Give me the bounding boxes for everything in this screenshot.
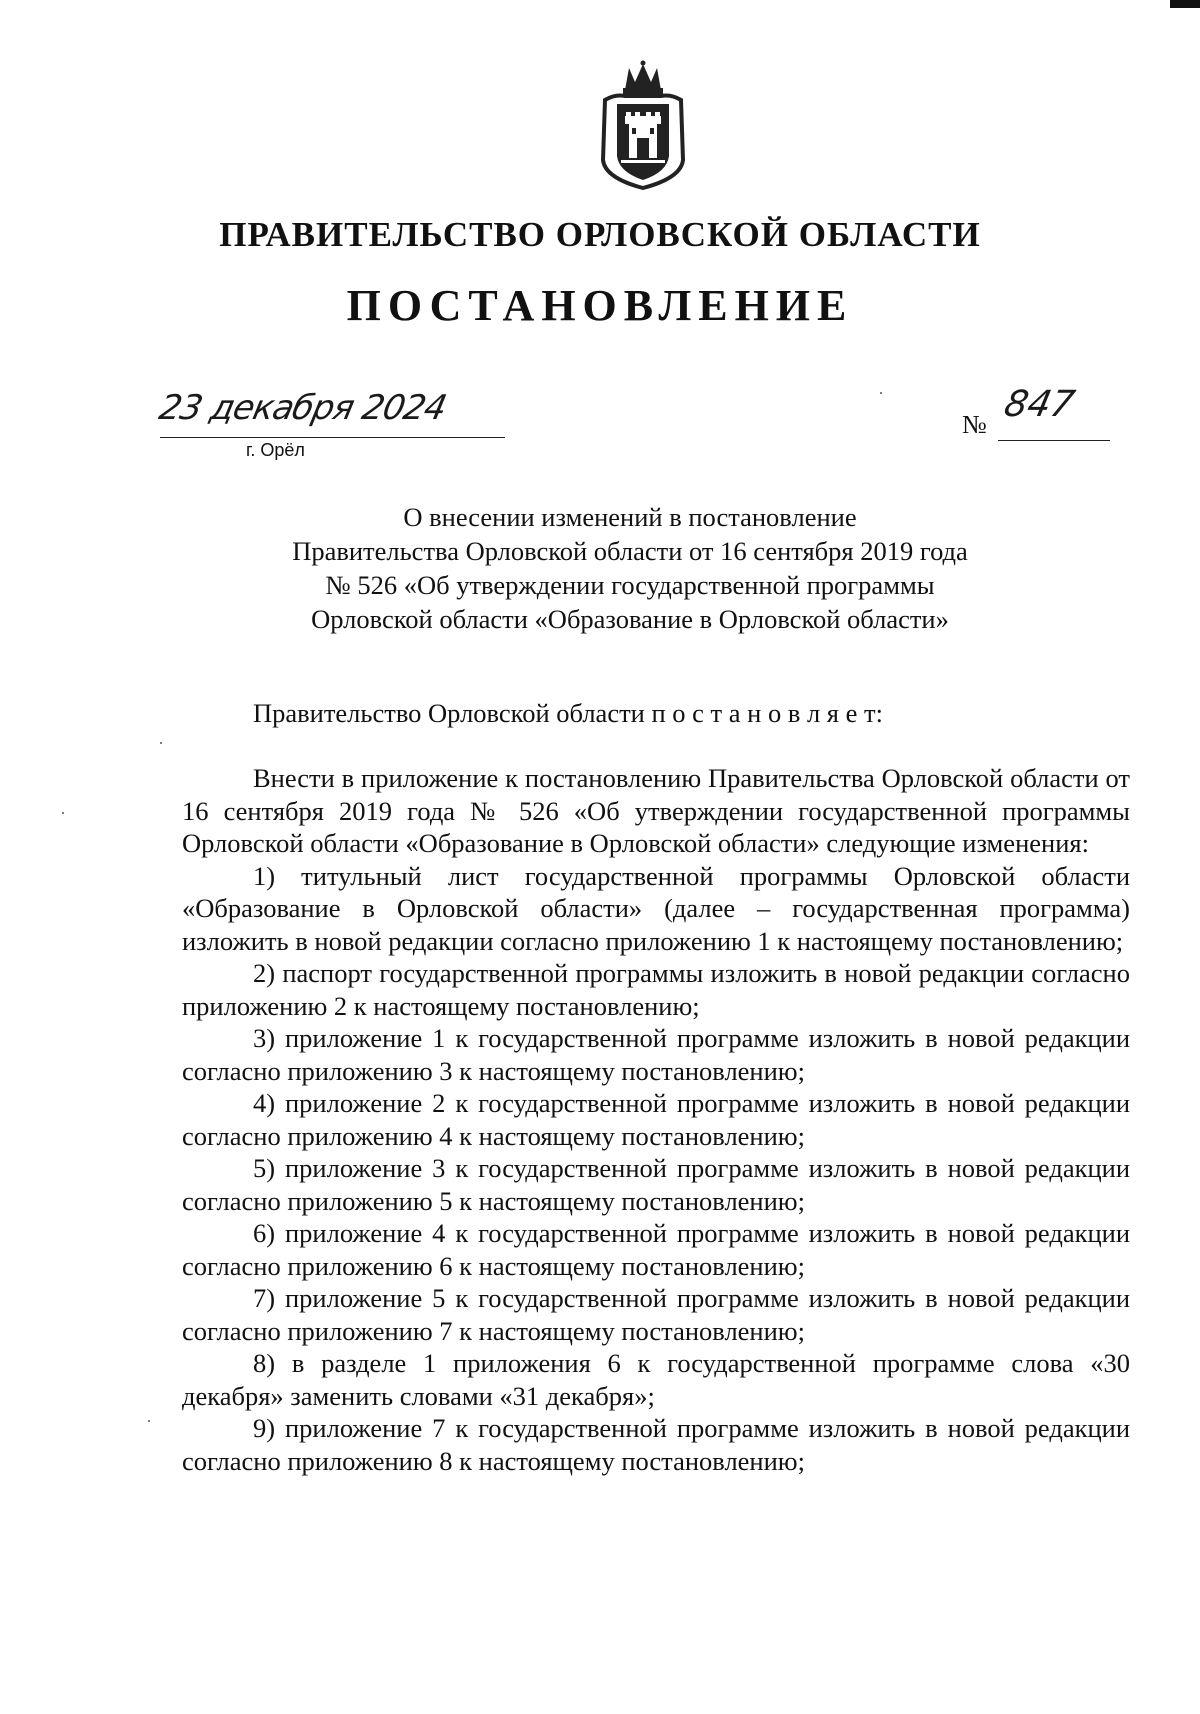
document-subject xyxy=(250,500,1010,636)
handwritten-number: 847 xyxy=(1000,384,1079,425)
city-label: г. Орёл xyxy=(246,440,305,460)
list-item: 3) приложение 1 к государственной программе изложить в новой редакции согласно приложению 3 к настоящему постановлению; xyxy=(182,1023,1130,1086)
subject-line: Орловской области «Образование в Орловской области» xyxy=(311,604,949,634)
list-item: 1) титульный лист государственной программы Орловской области «Образование в Орловской области» (далее – государственная программа) изложить в новой редакции согласно приложению 1 к настоящему постановлению; xyxy=(182,860,1130,956)
list-item: 7) приложение 5 к государственной программе изложить в новой редакции согласно приложению 7 к настоящему постановлению; xyxy=(182,1283,1130,1346)
number-underline xyxy=(998,440,1110,441)
subject-line: № 526 «Об утверждении государственной программы xyxy=(325,570,935,600)
document-type-title: ПОСТАНОВЛЕНИЕ xyxy=(346,281,854,330)
list-item: 4) приложение 2 к государственной программе изложить в новой редакции согласно приложению 4 к настоящему постановлению; xyxy=(182,1088,1130,1151)
list-item: 6) приложение 4 к государственной программе изложить в новой редакции согласно приложению 6 к настоящему постановлению; xyxy=(182,1218,1130,1281)
government-title: ПРАВИТЕЛЬСТВО ОРЛОВСКОЙ ОБЛАСТИ xyxy=(219,215,981,254)
subject-line: О внесении изменений в постановление xyxy=(403,502,857,532)
document-body xyxy=(182,762,1130,1477)
scan-speck xyxy=(62,812,64,814)
subject-line: Правительства Орловской области от 16 сентября 2019 года xyxy=(292,536,968,566)
list-item: 2) паспорт государственной программы изложить в новой редакции согласно приложению 2 к настоящему постановлению; xyxy=(182,958,1130,1021)
decrees-line: Правительство Орловской области п о с т а н о в л я е т: xyxy=(253,698,883,728)
list-item: 5) приложение 3 к государственной программе изложить в новой редакции согласно приложению 5 к настоящему постановлению; xyxy=(182,1153,1130,1216)
list-item: 9) приложение 7 к государственной программе изложить в новой редакции согласно приложению 8 к настоящему постановлению; xyxy=(182,1413,1130,1476)
date-underline xyxy=(160,437,505,438)
number-label: № xyxy=(962,410,987,439)
scan-speck xyxy=(148,1420,150,1422)
handwritten-date: 23 декабря 2024 xyxy=(155,388,450,428)
coat-of-arms-icon xyxy=(595,60,691,190)
scan-speck xyxy=(880,392,882,394)
scan-speck xyxy=(160,742,162,744)
intro-paragraph: Внести в приложение к постановлению Правительства Орловской области от 16 сентября 2019 года № 526 «Об утверждении государственной программы Орловской области «Образование в Орловской области» следующие изменения: xyxy=(182,763,1130,858)
scan-corner-mark xyxy=(1170,0,1200,8)
list-item: 8) в разделе 1 приложения 6 к государственной программе слова «30 декабря» заменить словами «31 декабря»; xyxy=(182,1348,1130,1411)
